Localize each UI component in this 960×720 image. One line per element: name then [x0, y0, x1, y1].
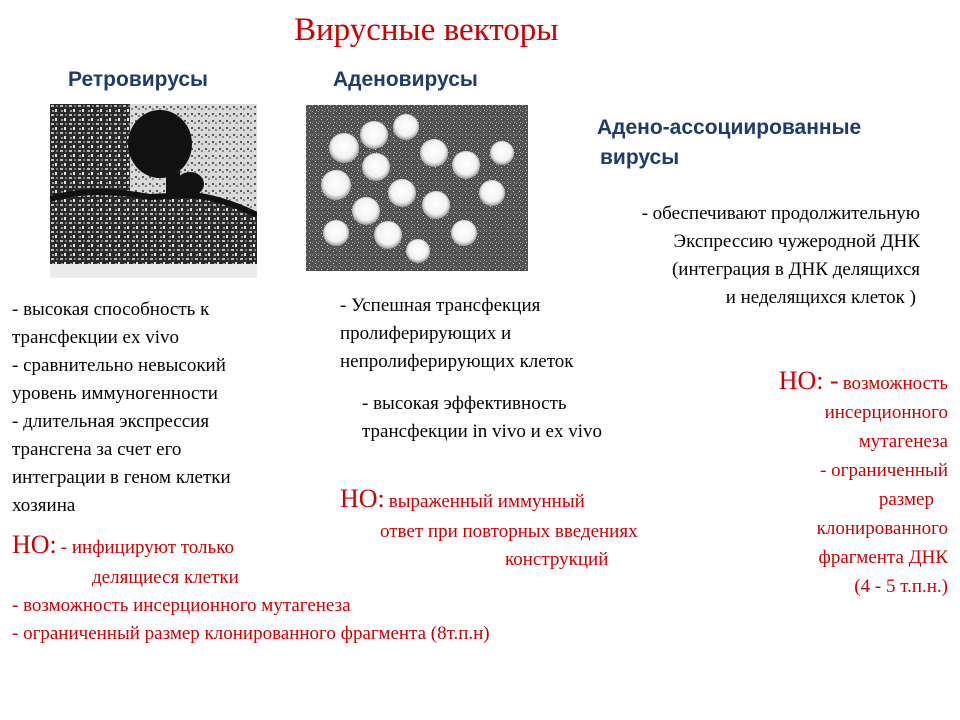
retro-cons-list: [12, 592, 490, 648]
adeno-cons-first-line: [340, 484, 585, 516]
retro-pro-line: - длительная экспрессия: [12, 411, 210, 432]
aav-con-line: клонированного: [816, 518, 948, 539]
adeno-pros-2: [362, 390, 602, 446]
adenovirus-micrograph-image: [306, 105, 528, 271]
adeno-pro-line: - высокая эффективность: [362, 393, 567, 414]
aav-con-line: - ограниченный: [820, 460, 948, 481]
aav-pro-line: и неделящихся клеток ): [725, 287, 916, 308]
retro-pro-line: - высокая способность к: [12, 299, 210, 320]
retro-cons-second: делящиеся клетки: [92, 567, 239, 588]
retro-pros: [12, 296, 231, 520]
aav-pro-line: Экспрессию чужеродной ДНК: [673, 231, 920, 252]
aav-con-line: (4 - 5 т.п.н.): [854, 576, 948, 597]
adeno-cons-line-2: ответ при повторных введениях: [380, 521, 638, 542]
aav-pros: [642, 200, 920, 312]
retro-pro-line: интеграции в геном клетки: [12, 467, 231, 488]
adeno-heading: Аденовирусы: [333, 68, 478, 91]
adeno-cons-label: НО:: [340, 484, 385, 513]
aav-cons-label: НО: -: [778, 366, 839, 395]
retro-con-line: - ограниченный размер клонированного фрагмента (8т.п.н): [12, 623, 490, 644]
aav-pro-line: - обеспечивают продолжительную: [641, 203, 920, 224]
aav-heading-line1: Адено-ассоциированные: [597, 116, 862, 139]
aav-con-line: мутагенеза: [858, 431, 948, 452]
aav-con-line: инсерционного: [824, 402, 948, 423]
adeno-pros-1: [340, 292, 574, 376]
aav-cons-list: [817, 398, 948, 601]
aav-cons-first-line: [779, 366, 948, 398]
aav-pro-line: (интеграция в ДНК делящихся: [671, 259, 920, 280]
retro-pro-line: хозяина: [12, 495, 76, 516]
retro-con-line: - возможность инсерционного мутагенеза: [12, 595, 351, 616]
retro-pro-line: трансгена за счет его: [12, 439, 182, 460]
adeno-cons-first: выраженный иммунный: [388, 491, 585, 512]
retrovirus-micrograph-image: [50, 104, 257, 278]
retro-cons-first: - инфицируют только: [60, 537, 234, 558]
adeno-pro-line: - Успешная трансфекция: [340, 295, 541, 316]
aav-heading-line2: вирусы: [600, 146, 680, 169]
adeno-pro-line: трансфекции in vivo и ex vivo: [362, 421, 602, 442]
adeno-cons-line-3: конструкций: [505, 549, 609, 570]
retro-cons-first-line: [12, 530, 234, 562]
aav-con-line: размер: [878, 489, 934, 510]
retro-pro-line: трансфекции ex vivo: [12, 327, 179, 348]
adeno-pro-line: непролиферирующих клеток: [340, 351, 574, 372]
retro-heading: Ретровирусы: [68, 68, 208, 91]
aav-cons-first: возможность: [842, 373, 948, 394]
retro-pro-line: уровень иммуногенности: [12, 383, 218, 404]
aav-con-line: фрагмента ДНК: [818, 547, 948, 568]
slide-title: Вирусные векторы: [294, 12, 559, 48]
retro-pro-line: - сравнительно невысокий: [12, 355, 226, 376]
adeno-pro-line: пролиферирующих и: [340, 323, 512, 344]
retro-cons-label: НО:: [12, 530, 57, 559]
